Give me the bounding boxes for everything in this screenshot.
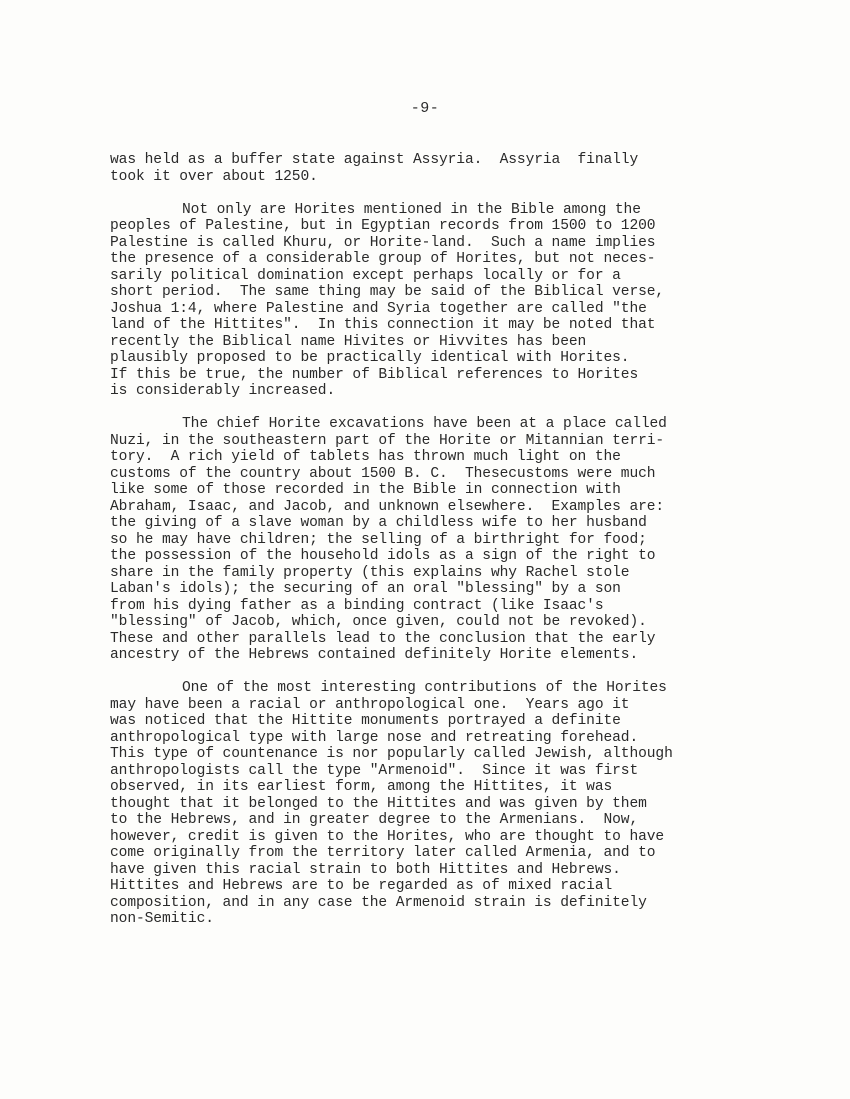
text-line: Hittites and Hebrews are to be regarded as of mixed racial [110,878,613,894]
paragraph-1 [110,152,760,185]
text-line: ancestry of the Hebrews contained definitely Horite elements. [110,647,639,663]
text-line: like some of those recorded in the Bible in connection with [110,482,621,498]
text-line: was noticed that the Hittite monuments portrayed a definite [110,713,621,729]
text-line: plausibly proposed to be practically identical with Horites. [110,350,630,366]
text-line: the presence of a considerable group of Horites, but not neces- [110,251,656,267]
text-line: to the Hebrews, and in greater degree to the Armenians. Now, [110,812,639,828]
text-line: If this be true, the number of Biblical references to Horites [110,366,639,383]
text-line: "blessing" of Jacob, which, once given, could not be revoked). [110,614,647,630]
text-line: anthropologists call the type "Armenoid". Since it was first [110,762,639,779]
text-line: One of the most interesting contributions of the Horites [182,680,667,696]
text-line: the giving of a slave woman by a childless wife to her husband [110,515,647,531]
text-line: Laban's idols); the securing of an oral "blessing" by a son [110,581,621,597]
text-line: composition, and in any case the Armenoid strain is definitely [110,894,647,911]
paragraph-3 [110,416,760,664]
text-line: may have been a racial or anthropological one. Years ago it [110,696,630,713]
text-line: sarily political domination except perhaps locally or for a [110,267,621,284]
text-line: customs of the country about 1500 B. C. Thesecustoms were much [110,465,656,482]
text-line: non-Semitic. [110,911,214,927]
text-line: come originally from the territory later called Armenia, and to [110,845,656,861]
text-line: is considerably increased. [110,383,336,399]
text-line: recently the Biblical name Hivites or Hivvites has been [110,333,587,350]
text-line: have given this racial strain to both Hittites and Hebrews. [110,861,621,878]
text-line: took it over about 1250. [110,168,318,185]
text-line: short period. The same thing may be said of the Biblical verse, [110,284,665,300]
text-line: observed, in its earliest form, among the Hittites, it was [110,779,613,795]
paragraph-2 [110,202,760,400]
text-line: These and other parallels lead to the conclusion that the early [110,630,656,647]
body-text [110,152,760,944]
text-line: tory. A rich yield of tablets has thrown much light on the [110,449,621,465]
text-line: Nuzi, in the southeastern part of the Horite or Mitannian terri- [110,432,665,449]
text-line: however, credit is given to the Horites, who are thought to have [110,828,665,845]
text-line: Joshua 1:4, where Palestine and Syria together are called "the [110,300,647,317]
text-line: Abraham, Isaac, and Jacob, and unknown elsewhere. Examples are: [110,498,665,515]
page-number: -9- [410,100,440,117]
text-line: Not only are Horites mentioned in the Bible among the [182,201,641,218]
paragraph-4 [110,680,760,928]
text-line: was held as a buffer state against Assyria. Assyria finally [110,152,639,168]
text-line: The chief Horite excavations have been at a place called [182,416,667,432]
text-line: land of the Hittites". In this connection it may be noted that [110,317,656,333]
text-line: the possession of the household idols as a sign of the right to [110,548,656,564]
text-line: thought that it belonged to the Hittites and was given by them [110,795,647,812]
text-line: anthropological type with large nose and retreating forehead. [110,729,639,746]
text-line: peoples of Palestine, but in Egyptian records from 1500 to 1200 [110,218,656,234]
text-line: share in the family property (this explains why Rachel stole [110,564,630,581]
text-line: from his dying father as a binding contract (like Isaac's [110,597,604,614]
text-line: so he may have children; the selling of a birthright for food; [110,531,647,548]
text-line: This type of countenance is nor popularly called Jewish, although [110,746,673,762]
text-line: Palestine is called Khuru, or Horite-land. Such a name implies [110,234,656,251]
